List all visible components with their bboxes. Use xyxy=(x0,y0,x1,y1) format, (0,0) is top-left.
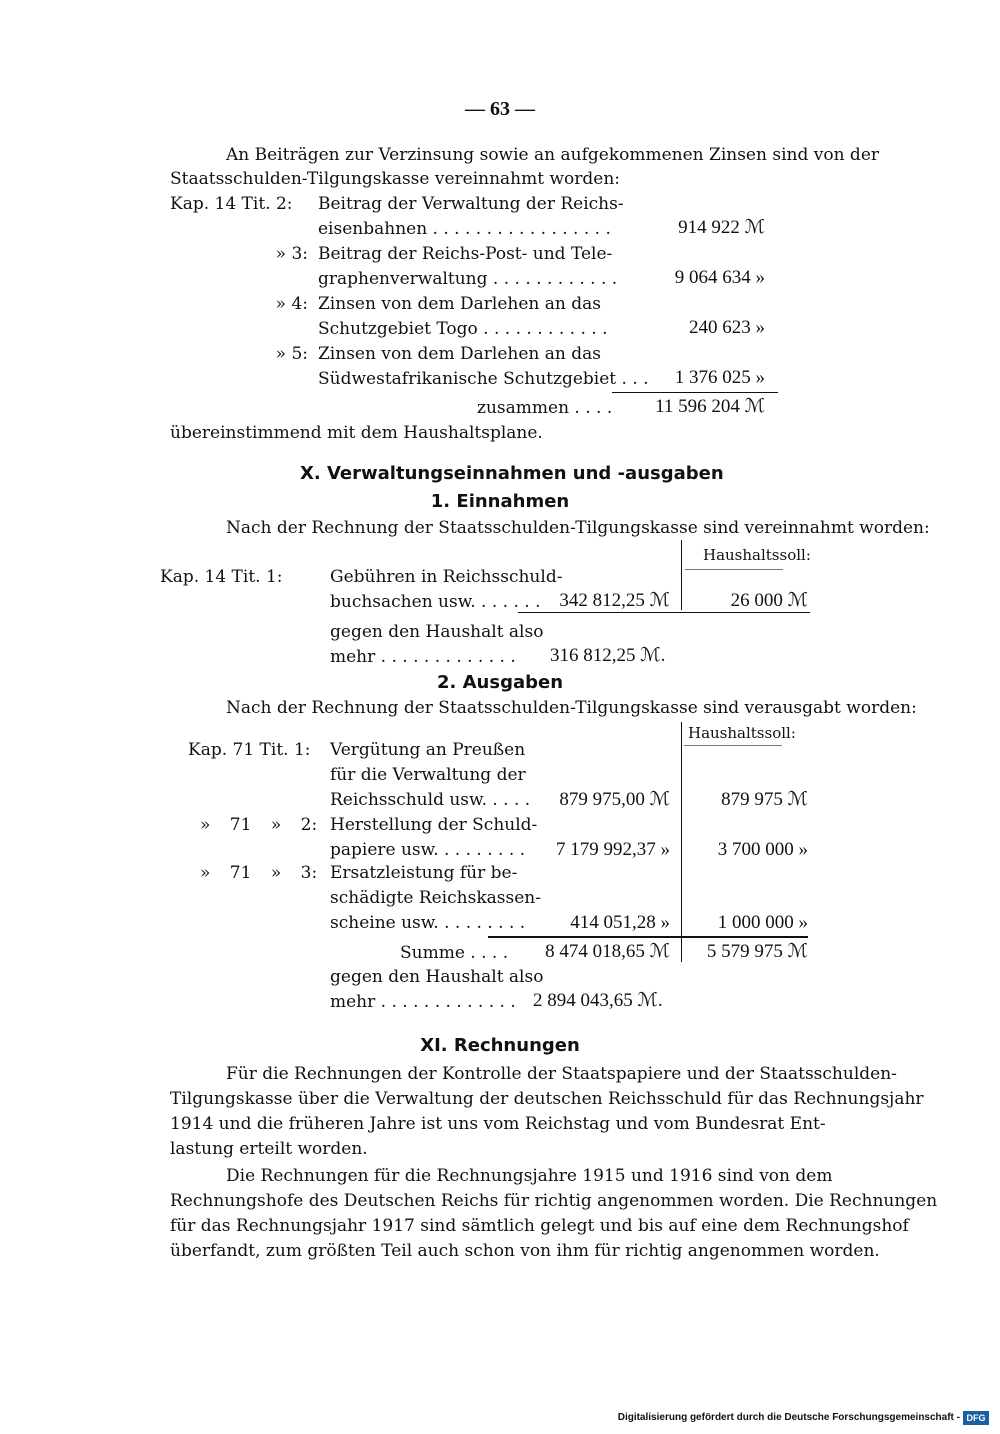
section-x-title: X. Verwaltungseinnahmen und -ausgaben xyxy=(300,463,724,484)
sec1-item-line1: Beitrag der Verwaltung der Reichs- xyxy=(318,194,624,214)
ausgaben-item-amount: 7 179 992,37 » xyxy=(556,839,670,860)
paragraph-line: Tilgungskasse über die Verwaltung der deutschen Reichsschuld für das Rechnungsjahr xyxy=(170,1089,924,1109)
ausgaben-column-divider xyxy=(681,722,682,962)
sec1-item-line2: Südwestafrikanische Schutzgebiet . . . xyxy=(318,369,649,389)
ausgaben-sum-amount: 8 474 018,65 ℳ xyxy=(545,941,670,962)
paragraph-line: Die Rechnungen für die Rechnungsjahre 1915 und 1916 sind von dem xyxy=(226,1166,833,1186)
einnahmen-sum-rule xyxy=(518,612,810,613)
sec1-item-line2: graphenverwaltung . . . . . . . . . . . . xyxy=(318,269,618,289)
sec1-item-amount: 9 064 634 » xyxy=(674,267,765,288)
page-number: — 63 — xyxy=(465,98,535,120)
einnahmen-diff-amount: 316 812,25 ℳ. xyxy=(550,645,666,666)
sec1-item-ref: » 5: xyxy=(275,344,308,364)
paragraph-line: Rechnungshofe des Deutschen Reichs für richtig angenommen worden. Die Rechnungen xyxy=(170,1191,938,1211)
einnahmen-line1: Gebühren in Reichsschuld- xyxy=(330,567,563,587)
sec1-item-line2: Schutzgebiet Togo . . . . . . . . . . . . xyxy=(318,319,608,339)
ausgaben-item-ref: » 71 » 3: xyxy=(200,863,318,883)
sec1-item-amount: 1 376 025 » xyxy=(674,367,765,388)
sec1-item-ref: » 4: xyxy=(275,294,308,314)
paragraph-line: für das Rechnungsjahr 1917 sind sämtlich gelegt und bis auf eine dem Rechnungshof xyxy=(170,1216,909,1236)
einnahmen-amount: 342 812,25 ℳ xyxy=(559,590,670,611)
sec1-item-amount: 914 922 ℳ xyxy=(678,217,765,238)
sec1-intro-line1: An Beiträgen zur Verzinsung sowie an aufgekommenen Zinsen sind von der xyxy=(226,145,880,165)
ausgaben-item-line: schädigte Reichskassen- xyxy=(330,888,541,908)
ausgaben-diff-line2: mehr . . . . . . . . . . . . . xyxy=(330,992,516,1012)
einnahmen-diff-line1: gegen den Haushalt also xyxy=(330,622,544,642)
subsection-ausgaben-title: 2. Ausgaben xyxy=(436,672,564,693)
einnahmen-soll-header: Haushaltssoll: xyxy=(703,546,811,564)
sec1-item-line1: Beitrag der Reichs-Post- und Tele- xyxy=(318,244,613,264)
ausgaben-item-ref: Kap. 71 Tit. 1: xyxy=(188,740,311,760)
ausgaben-item-soll: 3 700 000 » xyxy=(717,839,808,860)
ausgaben-sum-rule xyxy=(488,936,808,938)
sec1-item-line1: Zinsen von dem Darlehen an das xyxy=(318,344,601,364)
einnahmen-ref: Kap. 14 Tit. 1: xyxy=(160,567,283,587)
ausgaben-item-line: Reichsschuld usw. . . . . xyxy=(330,790,531,810)
ausgaben-item-line: Ersatzleistung für be- xyxy=(330,863,518,883)
ausgaben-soll-header: Haushaltssoll: xyxy=(688,724,796,742)
ausgaben-sum-label: Summe . . . . xyxy=(400,943,509,963)
sec1-intro-line2: Staatsschulden-Tilgungskasse vereinnahmt worden: xyxy=(170,169,621,189)
sec1-item-line2: eisenbahnen . . . . . . . . . . . . . . . . . xyxy=(318,219,611,239)
einnahmen-line2: buchsachen usw. . . . . . . xyxy=(330,592,541,612)
ausgaben-item-amount: 879 975,00 ℳ xyxy=(559,789,670,810)
soll-header-rule xyxy=(685,569,783,570)
ausgaben-item-soll: 879 975 ℳ xyxy=(721,789,808,810)
subsection-einnahmen-title: 1. Einnahmen xyxy=(430,491,570,512)
ausgaben-item-line: scheine usw. . . . . . . . . xyxy=(330,913,526,933)
ausgaben-intro: Nach der Rechnung der Staatsschulden-Tilgungskasse sind verausgabt worden: xyxy=(226,698,917,718)
sec1-total-label: zusammen . . . . xyxy=(477,398,613,418)
sec1-item-line1: Zinsen von dem Darlehen an das xyxy=(318,294,601,314)
sec1-total-rule xyxy=(612,392,778,393)
ausgaben-diff-line1: gegen den Haushalt also xyxy=(330,967,544,987)
ausgaben-item-line: für die Verwaltung der xyxy=(330,765,526,785)
sec1-closing: übereinstimmend mit dem Haushaltsplane. xyxy=(170,423,543,443)
einnahmen-intro: Nach der Rechnung der Staatsschulden-Tilgungskasse sind vereinnahmt worden: xyxy=(226,518,930,538)
ausgaben-diff-amount: 2 894 043,65 ℳ. xyxy=(533,990,663,1011)
paragraph-line: 1914 und die früheren Jahre ist uns vom Reichstag und vom Bundesrat Ent- xyxy=(170,1114,826,1134)
ausgaben-item-line: Herstellung der Schuld- xyxy=(330,815,538,835)
ausgaben-item-ref: » 71 » 2: xyxy=(200,815,318,835)
ausgaben-sum-soll: 5 579 975 ℳ xyxy=(706,941,808,962)
einnahmen-diff-line2: mehr . . . . . . . . . . . . . xyxy=(330,647,516,667)
footer-credit: Digitalisierung gefördert durch die Deutsche Forschungsgemeinschaft - xyxy=(617,1412,960,1423)
einnahmen-soll: 26 000 ℳ xyxy=(730,590,808,611)
dfg-logo: DFG xyxy=(963,1411,989,1425)
paragraph-line: Für die Rechnungen der Kontrolle der Staatspapiere und der Staatsschulden- xyxy=(226,1064,897,1084)
section-xi-title: XI. Rechnungen xyxy=(420,1035,580,1056)
ausgaben-item-line: Vergütung an Preußen xyxy=(330,740,526,760)
ausgaben-item-amount: 414 051,28 » xyxy=(570,912,670,933)
sec1-item-ref: » 3: xyxy=(275,244,308,264)
einnahmen-column-divider xyxy=(681,540,682,610)
ausgaben-item-line: papiere usw. . . . . . . . . xyxy=(330,840,526,860)
paragraph-line: überfandt, zum größten Teil auch schon von ihm für richtig angenommen worden. xyxy=(170,1241,880,1261)
sec1-total-amount: 11 596 204 ℳ xyxy=(655,396,765,417)
sec1-item-amount: 240 623 » xyxy=(689,317,765,338)
ausgaben-item-soll: 1 000 000 » xyxy=(717,912,808,933)
paragraph-line: lastung erteilt worden. xyxy=(170,1139,368,1159)
sec1-item-ref: Kap. 14 Tit. 2: xyxy=(170,194,293,214)
soll-header-rule xyxy=(684,745,782,746)
